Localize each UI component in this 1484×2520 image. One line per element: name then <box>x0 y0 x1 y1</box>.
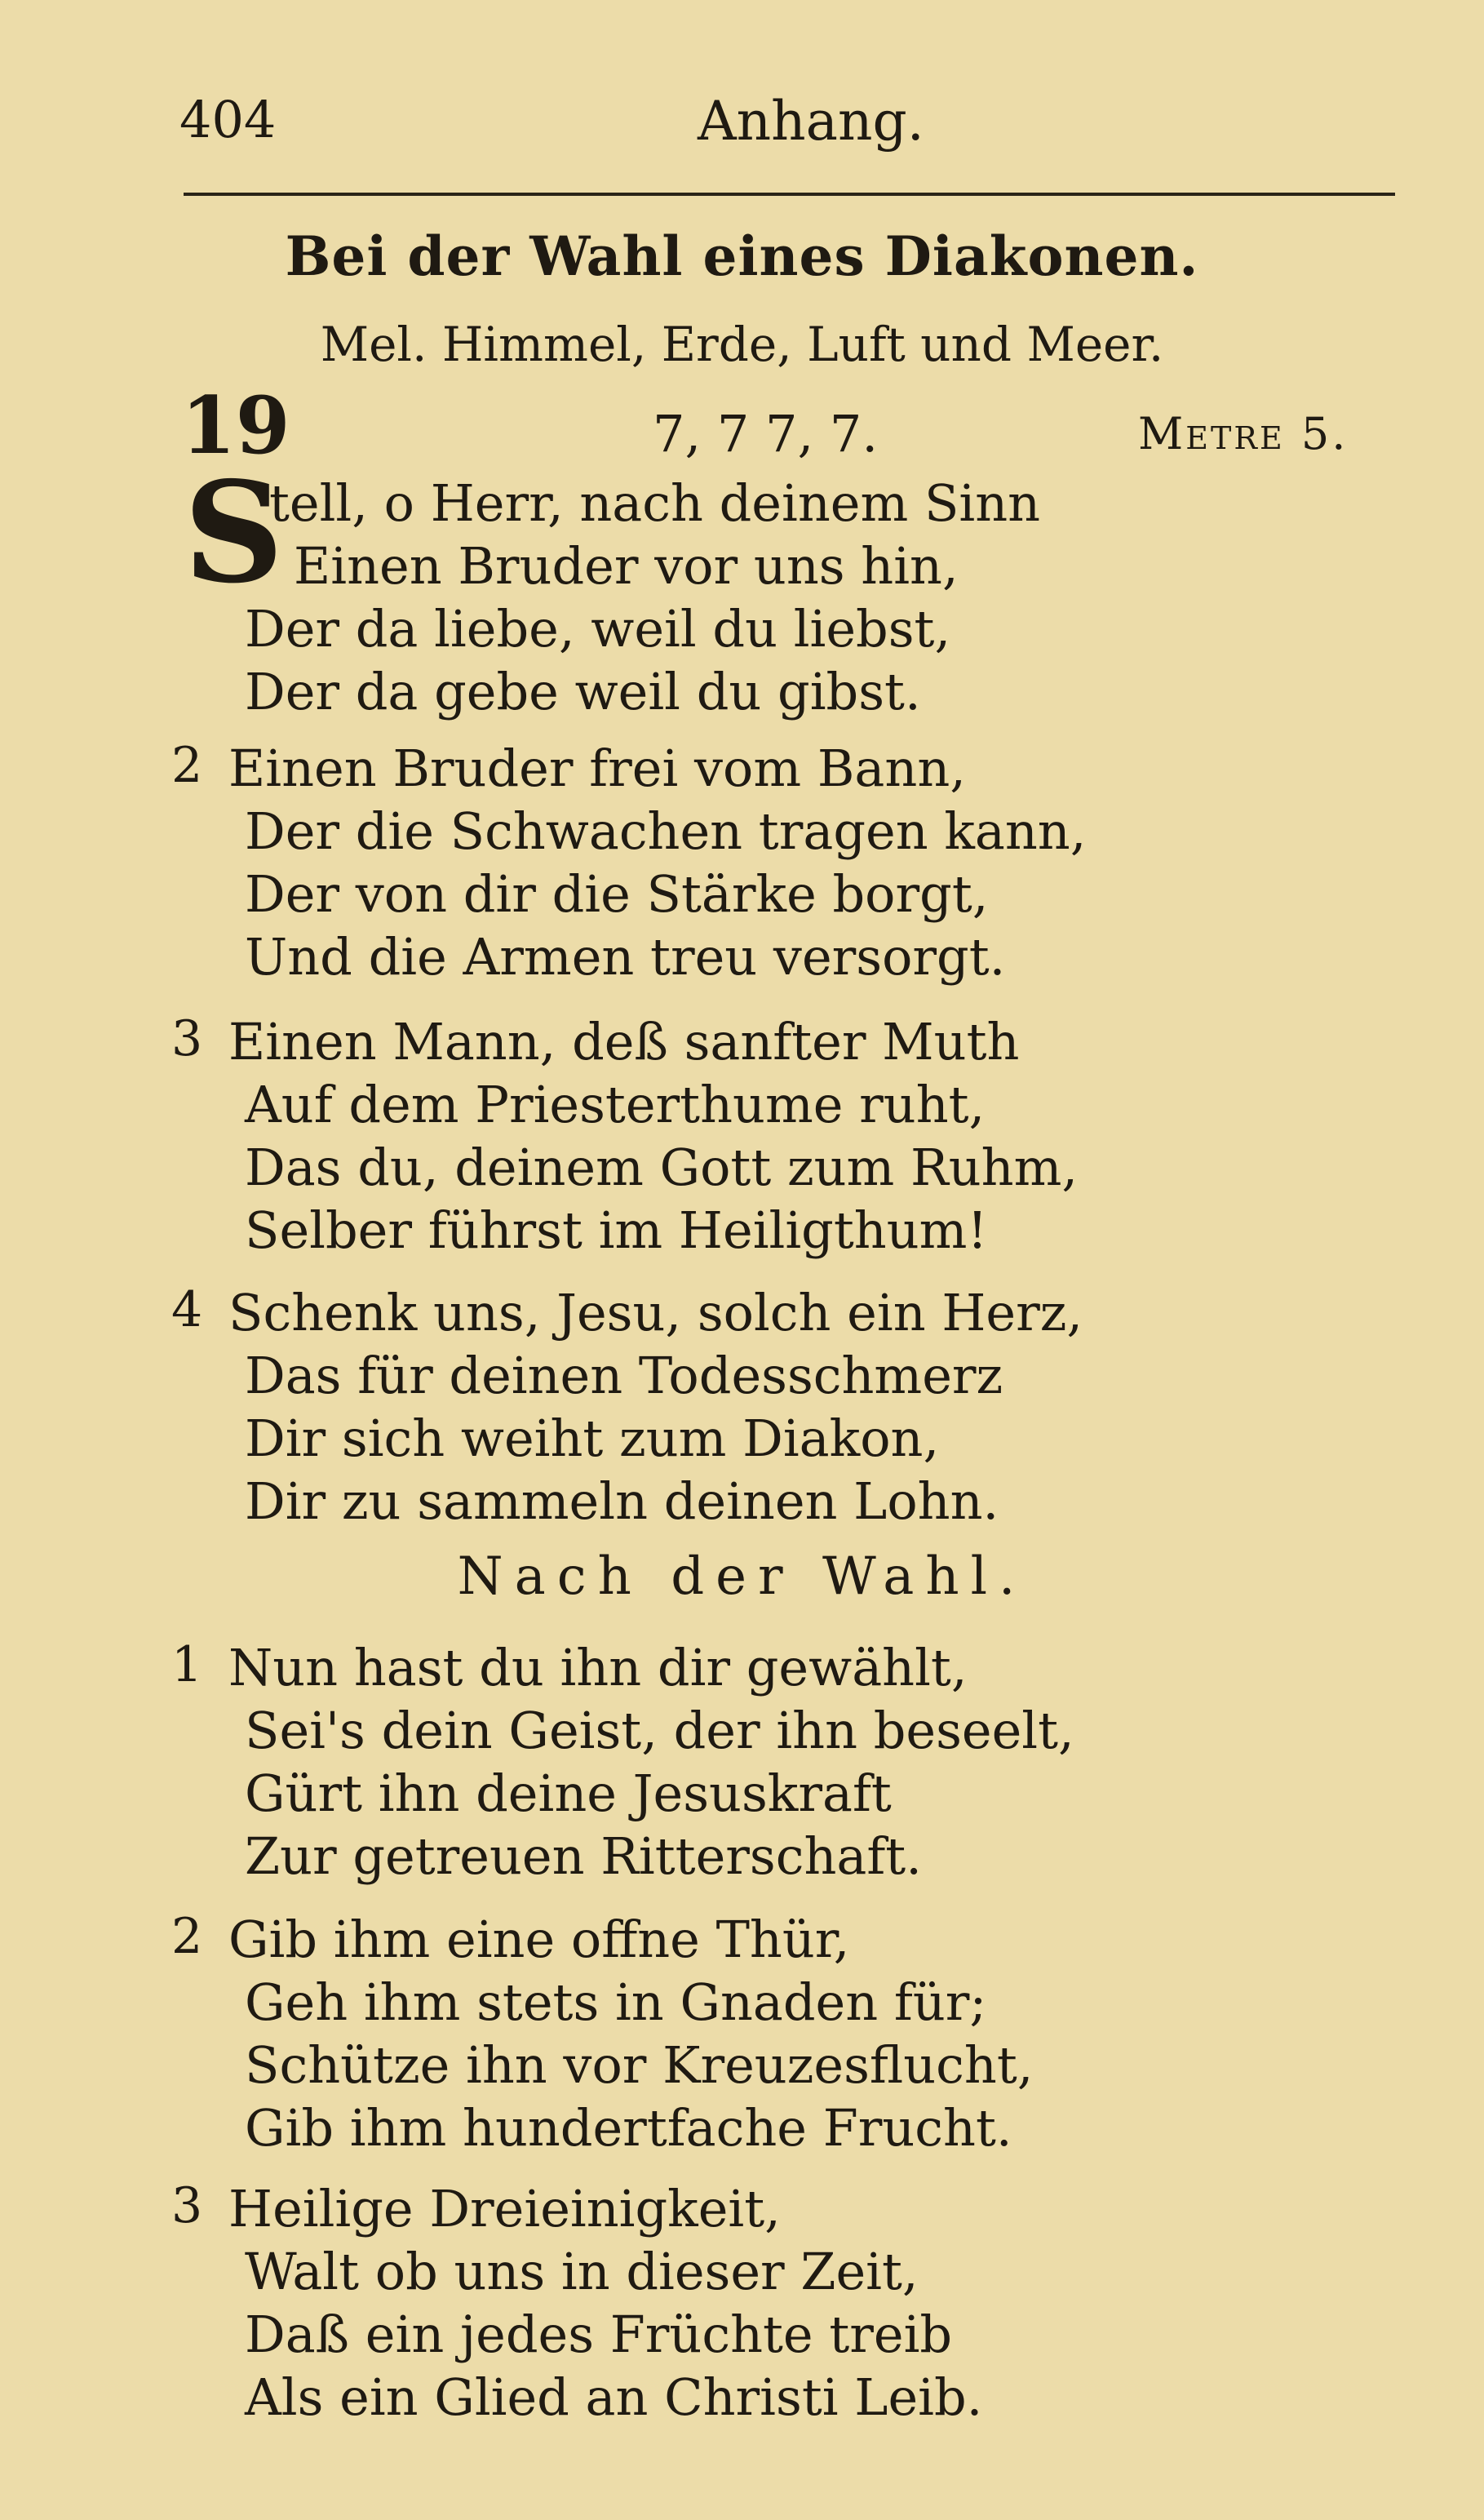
verse-line: Gib ihm eine offne Thür, <box>228 1910 850 1969</box>
verse-number: 2 <box>171 737 203 794</box>
verse-line: Der da liebe, weil du liebst, <box>245 599 951 659</box>
meter: 7, 7 7, 7. <box>653 404 879 464</box>
verse-line: Walt ob uns in dieser Zeit, <box>245 2242 919 2301</box>
verse-number: 3 <box>171 1010 203 1067</box>
verse-number: 1 <box>171 1636 203 1693</box>
verse-line: Zur getreuen Ritterschaft. <box>245 1826 922 1886</box>
hymn-number: 19 <box>181 379 290 472</box>
verse-line: Gürt ihn deine Jesuskraft <box>245 1764 892 1823</box>
verse-line: Auf dem Priesterthume ruht, <box>245 1075 986 1134</box>
verse-line: Einen Bruder frei vom Bann, <box>228 739 966 798</box>
verse-line: Dir zu sammeln deinen Lohn. <box>245 1471 999 1531</box>
verse-line: Dir sich weiht zum Diakon, <box>245 1409 940 1468</box>
verse-line: Der von dir die Stärke borgt, <box>245 864 989 924</box>
verse-line: Einen Mann, deß sanfter Muth <box>228 1012 1020 1071</box>
verse-line: Heilige Dreieinigkeit, <box>228 2179 781 2238</box>
verse-line: Der die Schwachen tragen kann, <box>245 801 1087 861</box>
verse-number: 2 <box>171 1908 203 1965</box>
verse-line: Gib ihm hundertfache Frucht. <box>245 2098 1012 2158</box>
running-title: Anhang. <box>698 90 924 153</box>
verse-line: tell, o Herr, nach deinem Sinn <box>269 473 1041 533</box>
verse-line: Geh ihm stets in Gnaden für; <box>245 1972 987 2032</box>
drop-cap: S <box>184 451 284 614</box>
verse-line: Das du, deinem Gott zum Ruhm, <box>245 1138 1079 1197</box>
page-header <box>179 90 1403 163</box>
verse-line: Und die Armen treu versorgt. <box>245 927 1006 987</box>
verse-line: Sei's dein Geist, der ihn beseelt, <box>245 1701 1074 1760</box>
verse-number: 3 <box>171 2177 203 2234</box>
verse-number: 4 <box>171 1281 203 1338</box>
page-number: 404 <box>179 90 277 149</box>
subheading: Nach der Wahl. <box>457 1546 1027 1607</box>
header-rule <box>184 193 1395 196</box>
verse-line: Schenk uns, Jesu, solch ein Herz, <box>228 1283 1083 1342</box>
verse-line: Der da gebe weil du gibst. <box>245 662 921 721</box>
verse-line: Das für deinen Todesschmerz <box>245 1346 1003 1405</box>
verse-line: Schütze ihn vor Kreuzesflucht, <box>245 2035 1034 2095</box>
verse-line: Daß ein jedes Früchte treib <box>245 2305 953 2364</box>
verse-line: Nun hast du ihn dir gewählt, <box>228 1638 968 1697</box>
verse-line: Einen Bruder vor uns hin, <box>294 536 959 596</box>
verse-line: Selber führst im Heiligthum! <box>245 1200 988 1260</box>
metre-label: Metre 5. <box>1138 408 1349 459</box>
verse-line: Als ein Glied an Christi Leib. <box>245 2367 983 2427</box>
melody-line: Mel. Himmel, Erde, Luft und Meer. <box>320 317 1164 372</box>
hymn-title: Bei der Wahl eines Diakonen. <box>285 224 1199 288</box>
